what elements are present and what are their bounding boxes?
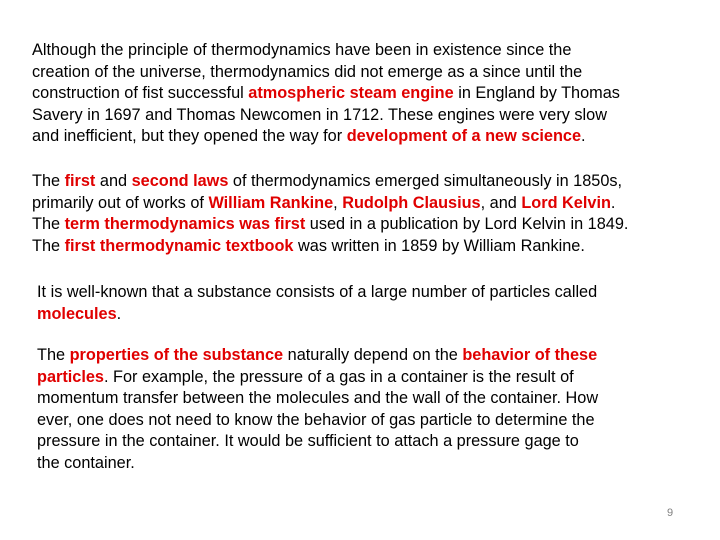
text-run: . For example, the pressure of a gas in a container is the result of [103,367,574,386]
highlighted-term: Rudolph Clausius [342,193,481,212]
text-run: pressure in the container. It would be sufficient to attach a pressure gage to [37,432,579,450]
text-run: construction of fist successful [32,84,249,102]
highlighted-term: atmospheric steam engine [248,84,454,102]
text-run: The [32,215,65,233]
highlighted-term: term thermodynamics was first [64,215,306,233]
text-line [37,388,598,410]
highlighted-term: second laws [131,172,229,190]
text-line [32,40,620,62]
text-line [32,214,628,236]
text-run: . [116,304,122,323]
highlighted-term: behavior of these [462,346,598,364]
text-run: and [95,172,132,190]
text-run: The [37,346,70,364]
highlighted-term: William Rankine [208,193,334,212]
text-run: Savery in 1697 and Thomas Newcomen in 1712. These engines were very slow [32,105,607,124]
highlighted-term: properties of the substance [69,346,284,364]
text-line [32,62,620,84]
text-run: was written in 1859 by William Rankine. [293,236,585,255]
text-line [37,410,598,432]
text-line [32,126,620,148]
text-line [37,282,597,304]
text-line [32,171,628,193]
highlighted-term: particles [37,367,104,386]
paragraph-properties [37,345,598,474]
text-line [32,105,620,127]
highlighted-term: first thermodynamic textbook [64,236,294,255]
highlighted-term: first [64,172,96,190]
text-run: the container. [37,453,135,472]
text-run: , [333,193,343,212]
text-line [37,367,598,389]
highlighted-term: Lord Kelvin [521,193,611,212]
text-run: Although the principle of thermodynamics have been in existence since the [32,41,572,59]
text-run: in England by Thomas [453,84,620,102]
text-run: The [32,172,65,190]
text-line [37,453,598,475]
text-run: The [32,236,65,255]
highlighted-term: development of a new science [346,127,582,145]
paragraph-history [32,40,620,148]
text-run: primarily out of works of [32,193,209,212]
text-run: It is well-known that a substance consists of a large number of particles called [37,283,598,301]
paragraph-molecules [37,282,597,325]
text-run: creation of the universe, thermodynamics did not emerge as a since until the [32,62,583,81]
text-run: ever, one does not need to know the behavior of gas particle to determine the [37,410,595,429]
text-run: of thermodynamics emerged simultaneously in 1850s, [228,172,623,190]
text-run: . [581,127,586,145]
text-run: used in a publication by Lord Kelvin in 1849. [305,215,629,233]
text-run: naturally depend on the [283,346,463,364]
page-number: 9 [667,507,674,519]
text-run: . [610,193,616,212]
text-line [37,431,598,453]
text-line [32,83,620,105]
text-run: momentum transfer between the molecules and the wall of the container. How [37,389,599,407]
text-run: and inefficient, but they opened the way for [32,127,347,145]
text-line [32,193,628,215]
paragraph-laws [32,171,628,257]
text-line [32,236,628,258]
text-run: , and [480,193,522,212]
highlighted-term: molecules [37,304,117,323]
text-line [37,304,597,326]
text-line [37,345,598,367]
